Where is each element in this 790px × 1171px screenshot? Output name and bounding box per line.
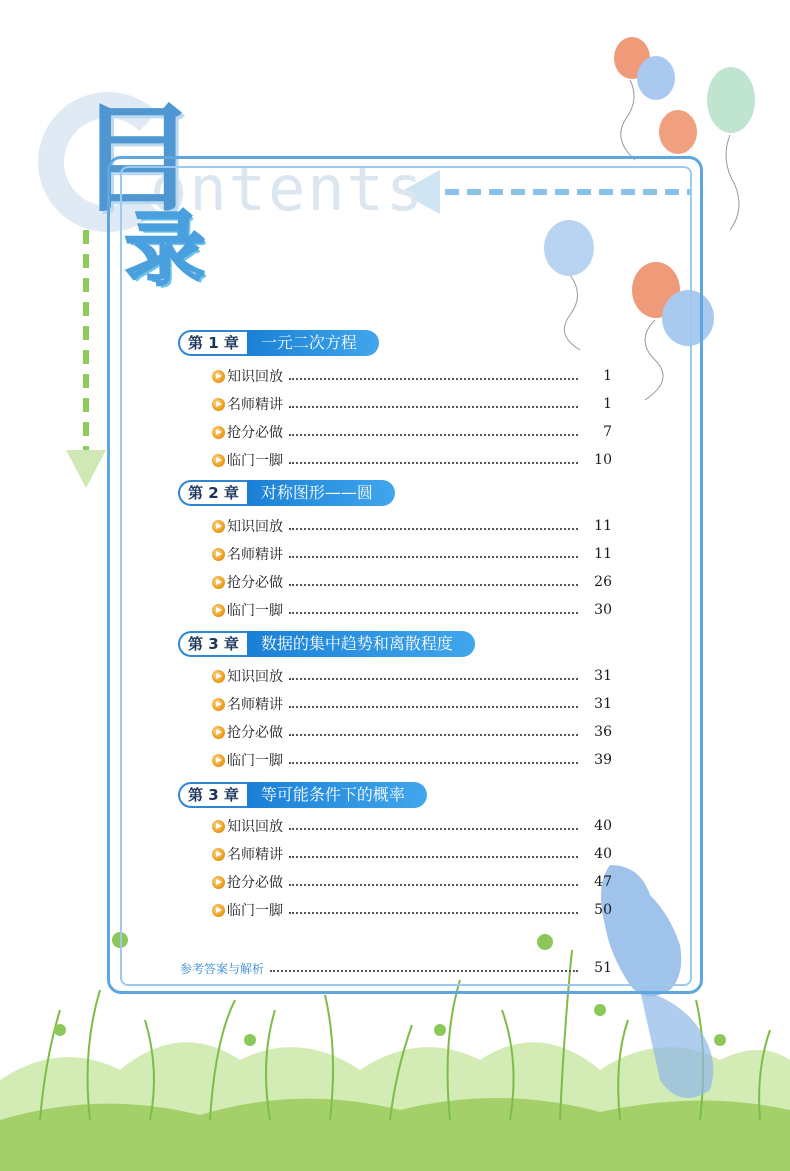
toc-entry[interactable] — [212, 600, 612, 620]
play-bullet-icon — [212, 398, 225, 411]
play-bullet-icon — [212, 604, 225, 617]
play-bullet-icon — [212, 904, 225, 917]
dot-leader — [289, 884, 578, 886]
entry-page: 36 — [594, 724, 612, 740]
entry-page: 47 — [594, 874, 612, 890]
entry-label: 临门一脚 — [227, 603, 283, 619]
play-bullet-icon — [212, 848, 225, 861]
entry-label: 知识回放 — [227, 819, 283, 835]
entry-page: 10 — [594, 452, 612, 468]
dot-leader — [289, 378, 578, 380]
title-char-mu: 目 — [78, 90, 197, 228]
entry-page: 50 — [594, 902, 612, 918]
play-bullet-icon — [212, 454, 225, 467]
entry-label: 知识回放 — [227, 669, 283, 685]
play-bullet-icon — [212, 520, 225, 533]
entry-page: 31 — [594, 696, 612, 712]
toc-entry[interactable] — [212, 450, 612, 470]
entry-label: 知识回放 — [227, 369, 283, 385]
title-char-lu: 录 — [125, 203, 205, 296]
entry-label: 名师精讲 — [227, 697, 283, 713]
entry-page: 26 — [594, 574, 612, 590]
play-bullet-icon — [212, 370, 225, 383]
chapter-title: 数据的集中趋势和离散程度 — [247, 631, 475, 657]
toc-entry[interactable] — [212, 394, 612, 414]
entry-page: 11 — [594, 546, 612, 562]
entry-label: 临门一脚 — [227, 903, 283, 919]
entry-page: 40 — [594, 846, 612, 862]
entry-label: 名师精讲 — [227, 397, 283, 413]
dot-leader — [289, 912, 578, 914]
dot-leader — [289, 828, 578, 830]
entry-page: 11 — [594, 518, 612, 534]
play-bullet-icon — [212, 820, 225, 833]
toc-entry[interactable] — [212, 572, 612, 592]
title-english: ontents — [150, 152, 426, 225]
entry-page: 7 — [603, 424, 612, 440]
dot-leader — [289, 528, 578, 530]
dot-leader — [289, 462, 578, 464]
dot-leader — [289, 706, 578, 708]
entry-label: 临门一脚 — [227, 753, 283, 769]
dot-leader — [289, 556, 578, 558]
entry-label: 抢分必做 — [227, 575, 283, 591]
play-bullet-icon — [212, 726, 225, 739]
toc-entry[interactable] — [212, 544, 612, 564]
play-bullet-icon — [212, 670, 225, 683]
chapter-title: 等可能条件下的概率 — [247, 782, 427, 808]
chapter-number: 第 2 章 — [178, 480, 247, 506]
dot-leader — [289, 856, 578, 858]
appendix-page: 51 — [594, 960, 612, 976]
chapter-title: 对称图形——圆 — [247, 480, 395, 506]
toc-entry[interactable] — [212, 366, 612, 386]
entry-page: 30 — [594, 602, 612, 618]
entry-page: 1 — [603, 368, 612, 384]
play-bullet-icon — [212, 548, 225, 561]
chapter-heading[interactable] — [178, 480, 395, 506]
entry-label: 知识回放 — [227, 519, 283, 535]
appendix-label: 参考答案与解析 — [180, 961, 265, 976]
toc-entry[interactable] — [212, 900, 612, 920]
toc-entry[interactable] — [212, 816, 612, 836]
entry-label: 名师精讲 — [227, 847, 283, 863]
toc-entry[interactable] — [212, 722, 612, 742]
entry-label: 抢分必做 — [227, 425, 283, 441]
play-bullet-icon — [212, 876, 225, 889]
entry-page: 39 — [594, 752, 612, 768]
play-bullet-icon — [212, 754, 225, 767]
toc-appendix-entry[interactable] — [180, 958, 612, 978]
play-bullet-icon — [212, 698, 225, 711]
dot-leader — [289, 762, 578, 764]
play-bullet-icon — [212, 426, 225, 439]
dot-leader — [289, 734, 578, 736]
dot-leader — [289, 678, 578, 680]
entry-label: 临门一脚 — [227, 453, 283, 469]
dot-leader — [289, 406, 578, 408]
chapter-number: 第 3 章 — [178, 631, 247, 657]
chapter-heading[interactable] — [178, 631, 475, 657]
entry-page: 40 — [594, 818, 612, 834]
toc-entry[interactable] — [212, 872, 612, 892]
toc-entry[interactable] — [212, 666, 612, 686]
entry-page: 31 — [594, 668, 612, 684]
chapter-number: 第 3 章 — [178, 782, 247, 808]
entry-label: 抢分必做 — [227, 725, 283, 741]
dot-leader — [289, 584, 578, 586]
toc-entry[interactable] — [212, 694, 612, 714]
chapter-number: 第 1 章 — [178, 330, 247, 356]
chapter-title: 一元二次方程 — [247, 330, 379, 356]
entry-label: 抢分必做 — [227, 875, 283, 891]
dot-leader — [289, 434, 578, 436]
toc-entry[interactable] — [212, 844, 612, 864]
toc-entry[interactable] — [212, 516, 612, 536]
entry-page: 1 — [603, 396, 612, 412]
chapter-heading[interactable] — [178, 782, 427, 808]
dot-leader — [289, 612, 578, 614]
toc-entry[interactable] — [212, 750, 612, 770]
chapter-heading[interactable] — [178, 330, 379, 356]
dot-leader — [270, 970, 578, 972]
toc-entry[interactable] — [212, 422, 612, 442]
entry-label: 名师精讲 — [227, 547, 283, 563]
play-bullet-icon — [212, 576, 225, 589]
